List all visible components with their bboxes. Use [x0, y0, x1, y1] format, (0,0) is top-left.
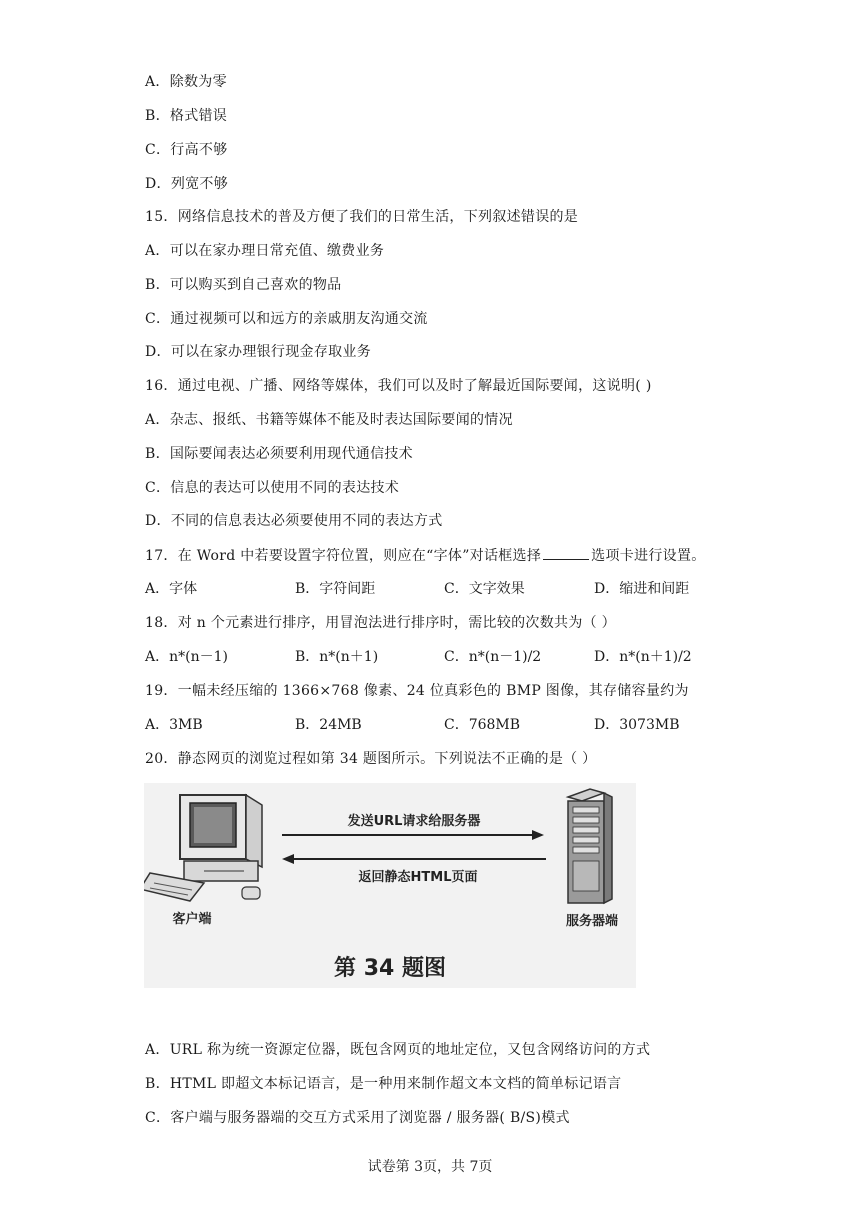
- figure-client-label: 客户端: [172, 912, 212, 927]
- answer-blank: [543, 546, 589, 560]
- q19-option-b: B．24MB: [295, 717, 362, 733]
- q16-option-d: D．不同的信息表达必须要使用不同的表达方式: [145, 513, 443, 529]
- figure-server-label: 服务器端: [565, 914, 619, 929]
- q15-option-a: A．可以在家办理日常充值、缴费业务: [145, 243, 385, 259]
- q16-stem: 16．通过电视、广播、网络等媒体，我们可以及时了解最近国际要闻，这说明( ): [145, 378, 652, 394]
- response-arrowhead: [282, 854, 294, 864]
- q18-option-a: A．n*(n－1): [145, 649, 228, 665]
- q16-option-a: A．杂志、报纸、书籍等媒体不能及时表达国际要闻的情况: [145, 412, 513, 428]
- q20-stem: 20．静态网页的浏览过程如第 34 题图所示。下列说法不正确的是（ ）: [145, 751, 597, 767]
- page-footer: 试卷第 3页，共 7页: [367, 1159, 493, 1175]
- q17-option-d: D．缩进和间距: [594, 581, 690, 597]
- q17-option-c: C．文字效果: [444, 581, 525, 597]
- q20-option-a: A．URL 称为统一资源定位器，既包含网页的地址定位，又包含网络访问的方式: [145, 1042, 651, 1058]
- q18-option-d: D．n*(n＋1)/2: [594, 649, 692, 665]
- q19-option-d: D．3073MB: [594, 717, 680, 733]
- q15-option-b: B．可以购买到自己喜欢的物品: [145, 277, 342, 293]
- client-server-figure: [144, 783, 636, 988]
- q16-option-c: C．信息的表达可以使用不同的表达技术: [145, 480, 400, 496]
- q20-option-c: C．客户端与服务器端的交互方式采用了浏览器 / 服务器( B/S)模式: [145, 1110, 570, 1126]
- q17-stem: [145, 546, 706, 565]
- figure-request-label: 发送URL请求给服务器: [347, 814, 481, 829]
- request-arrowhead: [532, 830, 544, 840]
- client-computer-icon: [144, 795, 262, 901]
- q19-stem: 19．一幅未经压缩的 1366×768 像素、24 位真彩色的 BMP 图像，其存储容量约为: [145, 683, 689, 699]
- q18-stem: 18．对 n 个元素进行排序，用冒泡法进行排序时，需比较的次数共为（ ）: [145, 615, 616, 631]
- client-server-diagram: [144, 783, 636, 988]
- q19-option-a: A．3MB: [145, 717, 203, 733]
- q14-option-d: D．列宽不够: [145, 176, 229, 192]
- q17-stem-after: 选项卡进行设置。: [591, 548, 706, 564]
- figure-response-label: 返回静态HTML页面: [358, 870, 478, 885]
- q14-option-c: C．行高不够: [145, 142, 228, 158]
- q15-stem: 15．网络信息技术的普及方便了我们的日常生活，下列叙述错误的是: [145, 209, 579, 225]
- q14-option-b: B．格式错误: [145, 108, 228, 124]
- q15-option-d: D．可以在家办理银行现金存取业务: [145, 344, 372, 360]
- q17-stem-before: 17．在 Word 中若要设置字符位置，则应在“字体”对话框选择: [145, 548, 542, 564]
- q17-option-a: A．字体: [145, 581, 198, 597]
- server-icon: [568, 789, 612, 903]
- q18-option-c: C．n*(n－1)/2: [444, 649, 542, 665]
- figure-caption: 第 34 题图: [334, 956, 446, 981]
- q20-option-b: B．HTML 即超文本标记语言，是一种用来制作超文本文档的简单标记语言: [145, 1076, 622, 1092]
- q19-option-c: C．768MB: [444, 717, 521, 733]
- q15-option-c: C．通过视频可以和远方的亲戚朋友沟通交流: [145, 311, 428, 327]
- q14-option-a: A．除数为零: [145, 74, 227, 90]
- q16-option-b: B．国际要闻表达必须要利用现代通信技术: [145, 446, 413, 462]
- q18-option-b: B．n*(n＋1): [295, 649, 379, 665]
- q17-option-b: B．字符间距: [295, 581, 376, 597]
